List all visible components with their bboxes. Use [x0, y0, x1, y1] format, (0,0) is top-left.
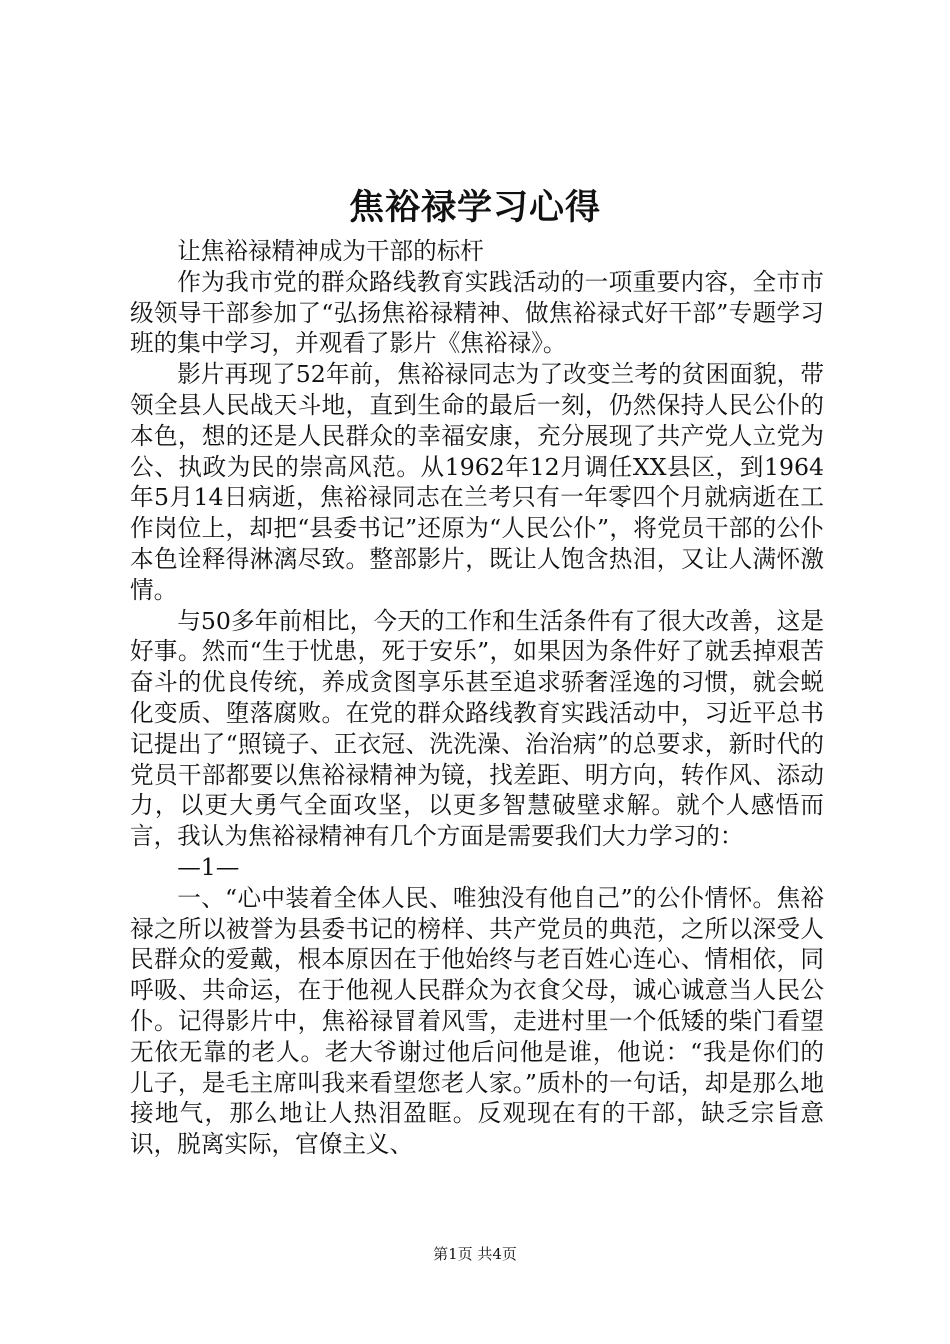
- inline-page-marker: —1—: [177, 852, 240, 881]
- body-paragraph: 一、“心中装着全体人民、唯独没有他自己”的公仆情怀。焦裕禄之所以被誉为县委书记的榜样、共产党员的典范，之所以深受人民群众的爱戴，根本原因在于他始终与老百姓心连心、情相依，同呼吸、共命运，在于他视人民群众为衣食父母，诚心诚意当人民公仆。记得影片中，焦裕禄冒着风雪，走进村里一个低矮的柴门看望无依无靠的老人。老大爷谢过他后问他是谁，他说：“我是你们的儿子，是毛主席叫我来看望您老人家。”质朴的一句话，却是那么地接地气，那么地让人热泪盈眶。反观现在有的干部，缺乏宗旨意识，脱离实际，官僚主义、: [130, 883, 824, 1159]
- page-number-footer: 第1页 共4页: [433, 1245, 517, 1263]
- page-title: 焦裕禄学习心得: [348, 187, 601, 228]
- body-paragraph: 影片再现了52年前，焦裕禄同志为了改变兰考的贫困面貌，带领全县人民战天斗地，直到生命的最后一刻，仍然保持人民公仆的本色，想的还是人民群众的幸福安康，充分展现了共产党人立党为公、执政为民的崇高风范。从1962年12月调任XX县区，到1964年5月14日病逝，焦裕禄同志在兰考只有一年零四个月就病逝在工作岗位上，却把“县委书记”还原为“人民公仆”，将党员干部的公仆本色诠释得淋漓尽致。整部影片，既让人饱含热泪，又让人满怀激情。: [130, 360, 824, 604]
- document-body: [130, 236, 824, 1160]
- body-paragraph: 作为我市党的群众路线教育实践活动的一项重要内容，全市市级领导干部参加了“弘扬焦裕禄精神、做焦裕禄式好干部”专题学习班的集中学习，并观看了影片《焦裕禄》。: [130, 267, 824, 358]
- subtitle-paragraph: 让焦裕禄精神成为干部的标杆: [177, 237, 484, 265]
- body-paragraph: 与50多年前相比，今天的工作和生活条件有了很大改善，这是好事。然而“生于忧患，死于安乐”，如果因为条件好了就丢掉艰苦奋斗的优良传统，养成贪图享乐甚至追求骄奢淫逸的习惯，就会蜕化变质、堕落腐败。在党的群众路线教育实践活动中，习近平总书记提出了“照镜子、正衣冠、洗洗澡、治治病”的总要求，新时代的党员干部都要以焦裕禄精神为镜，找差距、明方向，转作风、添动力，以更大勇气全面攻坚，以更多智慧破壁求解。就个人感悟而言，我认为焦裕禄精神有几个方面是需要我们大力学习的：: [130, 606, 824, 851]
